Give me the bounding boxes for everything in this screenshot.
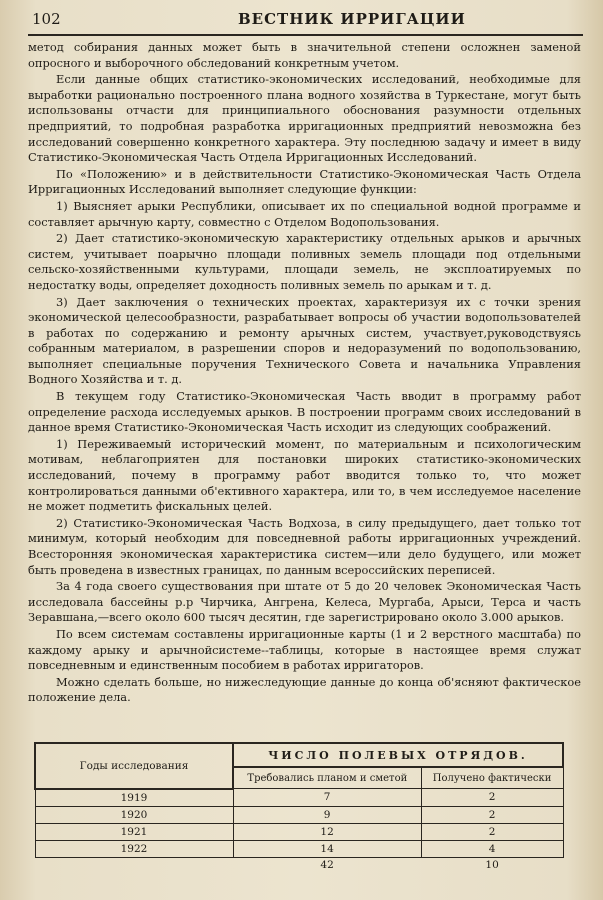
table-row (35, 789, 563, 807)
paragraph: По «Положению» и в действительности Статистико-Экономическая Часть Отдела Ирригационных Исследований выполняет следующие функции: (28, 166, 581, 197)
paragraph: 2) Статистико-Экономическая Часть Водхоза, в силу предыдущего, дает только тот минимум, который необходим для повседневной работы ирригационных учреждений. Всесторонняя экономическая характеристика систем—или дело будущего, или может быть проведена в известных границах, по данным всероссийских переписей. (28, 515, 581, 577)
received-cell: 2 (421, 789, 563, 807)
totals-label-cell (35, 857, 233, 872)
table-row (35, 823, 563, 840)
received-cell: 2 (421, 823, 563, 840)
table-group-header: ЧИСЛО ПОЛЕВЫХ ОТРЯДОВ. (233, 743, 563, 767)
paragraph: За 4 года своего существования при штате от 5 до 20 человек Экономическая Часть исследовала бассейны р.р Чирчика, Ангрена, Келеса, Мургаба, Арыси, Терса и часть Зеравшана,—всего около 600 тысяч десятин, где зарегистрировано около 3.000 арыков. (28, 579, 581, 625)
required-cell: 12 (233, 823, 421, 840)
received-cell: 4 (421, 840, 563, 857)
paragraph: метод собирания данных может быть в значительной степени осложнен заменой опросного и выборочного обследований конкретным учетом. (28, 40, 581, 70)
column-header-years: Годы исследования (35, 743, 233, 789)
page-number: 102 (32, 10, 61, 28)
paragraph: По всем системам составлены ирригационные карты (1 и 2 верстного масштаба) по каждому арыку и арычнойсистеме--таблицы, которые в настоящее время служат повседневным и единственным пособием в работах ирригаторов. (28, 626, 581, 673)
field-units-table (34, 742, 564, 872)
table-row (35, 806, 563, 823)
journal-title: ВЕСТНИК ИРРИГАЦИИ (238, 10, 466, 28)
required-cell: 7 (233, 789, 421, 807)
column-header-required: Требовались планом и сметой (233, 767, 421, 789)
table-row (35, 840, 563, 857)
year-cell: 1920 (35, 806, 233, 823)
required-cell: 9 (233, 806, 421, 823)
total-received: 10 (421, 857, 563, 872)
page-header (28, 10, 583, 36)
article-body (28, 40, 581, 707)
required-cell: 14 (233, 840, 421, 857)
total-required: 42 (233, 857, 421, 872)
totals-row (35, 857, 563, 872)
paragraph: 3) Дает заключения о технических проектах, характеризуя их с точки зрения экономической целесообразности, разрабатывает вопросы об участии водопользователей в работах по содержанию и ремонту арычных систем, участвует,руководствуясь собранным материалом, в разрешении споров и недоразумений по водопользованию, выполняет специальные поручения Технического Совета и начальника Управления Водного Хозяйства и т. д. (28, 294, 581, 387)
paragraph: В текущем году Статистико-Экономическая Часть вводит в программу работ определение расхода исследуемых арыков. В построении программ своих исследований в данное время Статистико-Экономическая Часть исходит из следующих соображений. (28, 389, 581, 435)
year-cell: 1922 (35, 840, 233, 857)
year-cell: 1921 (35, 823, 233, 840)
paragraph: 2) Дает статистико-экономическую характеристику отдельных арыков и арычных систем, учитывает поарычно площади поливных земель площади под отдельными сельско-хозяйственными культурами, площади земель, не эксплоатируемых по недостатку воды, определяет доходность поливных земель по арыкам и т. д. (28, 231, 581, 292)
year-cell: 1919 (35, 789, 233, 807)
paragraph: 1) Переживаемый исторический момент, по материальным и психологическим мотивам, неблагоприятен для постановки широких статистико-экономических исследований, почему в программу работ вводится только то, что может контролироваться данными об'ективного характера, или то, в чем исследуемое население не может подметить фискальных целей. (28, 436, 581, 514)
received-cell: 2 (421, 806, 563, 823)
paragraph: 1) Выясняет арыки Республики, описывает их по специальной водной программе и составляет арычную карту, совместно с Отделом Водопользования. (28, 198, 581, 229)
column-header-received: Получено фактически (421, 767, 563, 789)
paragraph: Если данные общих статистико-экономических исследований, необходимые для выработки рационально построенного плана водного хозяйства в Туркестане, могут быть использованы отчасти для принципиального обоснования разумности отдельных предприятий, то подробная разработка ирригационных предприятий невозможна без исследований совершенно конкретного характера. Эту последнюю задачу и имеет в виду Статистико-Экономическая Часть Отдела Ирригационных Исследований. (28, 72, 581, 165)
paragraph: Можно сделать больше, но нижеследующие данные до конца об'ясняют фактическое положение дела. (28, 674, 581, 705)
